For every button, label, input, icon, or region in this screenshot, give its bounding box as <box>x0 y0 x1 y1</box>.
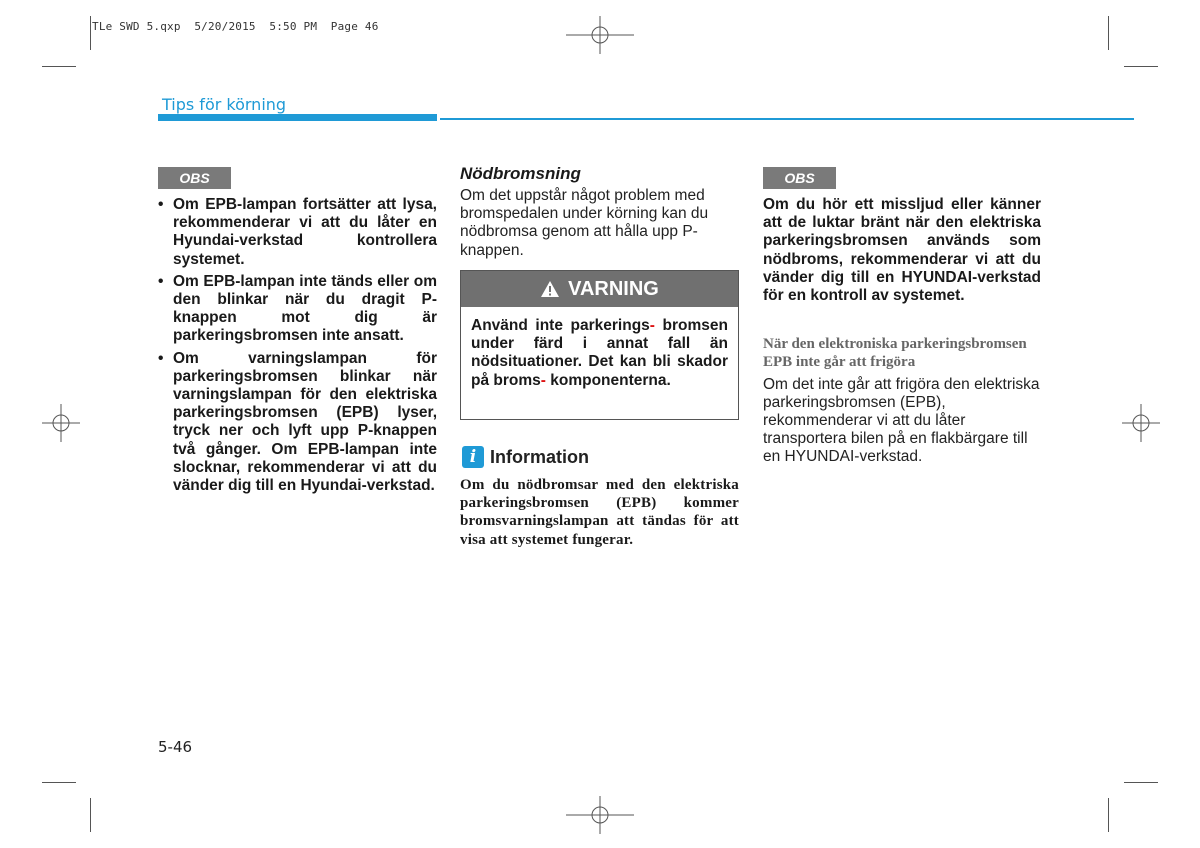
page-number: 5-46 <box>158 738 193 756</box>
obs-tag-right: OBS <box>763 167 836 189</box>
registration-mark-icon <box>566 796 634 834</box>
crop-mark <box>1124 66 1158 67</box>
section-title: Tips för körning <box>162 95 287 114</box>
left-column <box>158 196 437 499</box>
crop-mark <box>42 782 76 783</box>
warning-line: komponenterna. <box>550 371 671 389</box>
list-item <box>158 196 437 269</box>
right-column <box>763 196 1041 467</box>
middle-column <box>460 164 739 260</box>
bullet: • <box>158 272 164 290</box>
list-item-text: Om varningslampan för parkeringsbromsen blinkar när varningslampan för den elektriska parkeringsbromsen (EPB) lyser, tryck ner och lyft upp P-knappen två gånger. Om EPB-lampan inte slocknar, rekommenderar vi att du vänder dig till en Hyundai-verkstad. <box>173 349 437 495</box>
warning-triangle-icon <box>540 280 560 298</box>
epb-release-heading: När den elektroniska parkeringsbromsen EPB inte går att frigöra <box>763 336 1027 371</box>
list-item-text: Om EPB-lampan inte tänds eller om den blinkar när du dragit P-knappen mot dig är parkeringsbromsen inte ansatt. <box>173 272 437 345</box>
warning-line: Använd inte parkerings <box>471 317 650 334</box>
crop-mark <box>90 16 91 50</box>
list-item-text: Om EPB-lampan fortsätter att lysa, rekommenderar vi att du låter en Hyundai-verkstad kontrollera systemet. <box>173 196 437 268</box>
header-rule <box>440 118 1134 120</box>
list-item <box>158 350 437 496</box>
bullet: • <box>158 196 164 213</box>
registration-mark-icon <box>42 404 80 442</box>
registration-mark-icon <box>566 16 634 54</box>
warning-line: bromsen under färd i annat fall än nödsituationer. Det kan bli skador på broms <box>471 317 729 389</box>
list-item <box>158 273 437 346</box>
crop-mark <box>1108 798 1109 832</box>
crop-mark <box>42 66 76 67</box>
header-bar <box>158 114 437 121</box>
obs-list <box>158 196 437 495</box>
bullet: • <box>158 349 164 367</box>
warning-title: VARNING <box>568 277 659 300</box>
hyphen-mark: - <box>540 371 546 389</box>
information-text: Om du nödbromsar med den elektriska parkeringsbromsen (EPB) kommer bromsvarningslampan att tändas för att visa att systemet fungerar. <box>460 477 739 548</box>
crop-mark <box>90 798 91 832</box>
emergency-braking-text: Om det uppstår något problem med bromspedalen under körning kan du nödbromsa genom att hålla upp P-knappen. <box>460 187 709 259</box>
information-header <box>462 446 589 468</box>
hyphen-mark: - <box>649 317 655 334</box>
warning-header <box>461 271 738 307</box>
emergency-braking-heading: Nödbromsning <box>460 164 581 183</box>
information-title: Information <box>490 446 589 467</box>
print-slug: TLe SWD 5.qxp 5/20/2015 5:50 PM Page 46 <box>92 20 379 33</box>
epb-release-text: Om det inte går att frigöra den elektriska parkeringsbromsen (EPB), rekommenderar vi att du låter transportera bilen på en flakbärgare till en HYUNDAI-verkstad. <box>763 375 1040 466</box>
registration-mark-icon <box>1122 404 1160 442</box>
crop-mark <box>1124 782 1158 783</box>
crop-mark <box>1108 16 1109 50</box>
warning-text <box>461 307 738 390</box>
warning-box <box>460 270 739 420</box>
obs-notice-text: Om du hör ett missljud eller känner att de luktar bränt när den elektriska parkeringsbromsen används som nödbroms, rekommenderar vi att du vänder dig till en HYUNDAI-verkstad för en kontroll av systemet. <box>763 196 1041 305</box>
obs-tag-left: OBS <box>158 167 231 189</box>
info-icon: i <box>462 446 484 468</box>
